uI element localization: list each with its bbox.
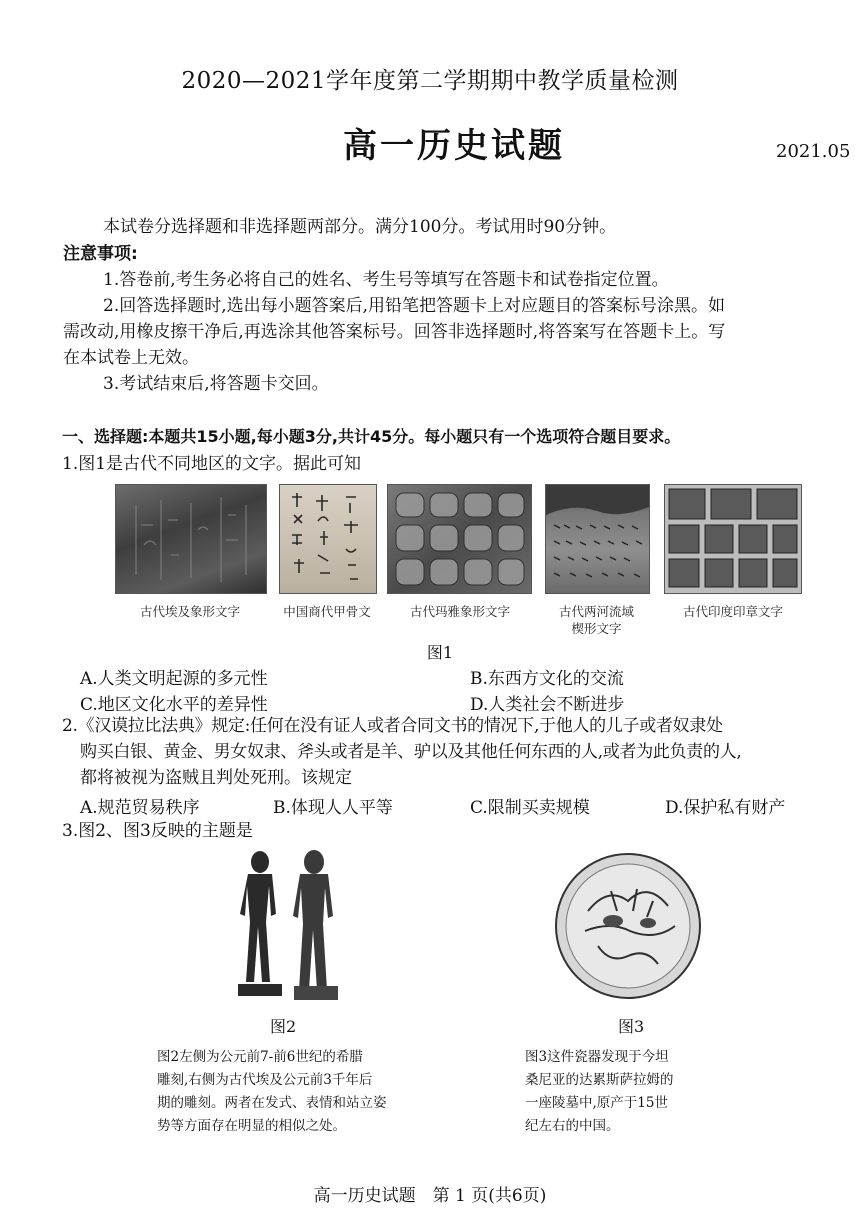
caption-mesopotamia: 古代两河流域 [558,604,634,619]
egypt-hieroglyph-photo [115,484,267,594]
caption-maya: 古代玛雅象形文字 [409,604,510,619]
oracle-bone-photo [279,484,377,594]
statues-figure [228,848,348,1006]
notice-item-1: 1.答卷前,考生务必将自己的姓名、考生号等填写在答题卡和试卷指定位置。 [103,270,669,290]
figure-3-note-line-4: 纪左右的中国。 [525,1118,620,1134]
q2-stem-line-1: 2.《汉谟拉比法典》规定:任何在没有证人或者合同文书的情况下,于他人的儿子或者奴隶处 [62,716,723,736]
q2-option-a: A.规范贸易秩序 [80,798,200,818]
notice-item-3: 3.考试结束后,将答题卡交回。 [103,374,329,394]
indus-seal-photo [664,484,802,594]
q2-stem-line-3: 都将被视为盗贼且判处死刑。该规定 [80,768,352,788]
porcelain-bowl-figure [553,851,703,1001]
figure-2-note-line-4: 势等方面存在明显的相似之处。 [157,1118,346,1134]
figure-3-note-line-3: 一座陵墓中,原产于15世 [525,1095,668,1111]
caption-oracle-bone: 中国商代甲骨文 [283,604,371,619]
subject-title: 高一历史试题 [343,126,565,166]
q1-option-a: A.人类文明起源的多元性 [80,669,268,689]
page-footer: 高一历史试题 第 1 页(共6页) [313,1186,547,1206]
q1-option-b: B.东西方文化的交流 [470,669,624,689]
cuneiform-photo [545,484,650,594]
figure-2-note-line-2: 雕刻,右侧为古代埃及公元前3千年后 [157,1072,373,1088]
figure-2-label: 图2 [270,1017,297,1036]
cuneiform-texture [546,485,649,593]
statues-photo [228,848,348,1006]
exam-date: 2021.05 [776,141,851,162]
indus-seal-texture [665,485,801,593]
oracle-bone-texture [280,485,376,593]
porcelain-bowl-photo [553,851,703,1001]
notice-item-2-end: 在本试卷上无效。 [63,348,199,368]
q2-option-d: D.保护私有财产 [665,798,786,818]
figure-2-note-line-3: 期的雕刻。两者在发式、表情和站立姿 [157,1095,387,1111]
figure-3-note-line-1: 图3这件瓷器发现于今坦 [525,1049,669,1065]
q1-stem: 1.图1是古代不同地区的文字。据此可知 [62,454,362,474]
egypt-hieroglyph-texture [116,485,266,593]
q2-option-b: B.体现人人平等 [273,798,393,818]
q1-option-c: C.地区文化水平的差异性 [80,695,268,715]
caption-cuneiform: 楔形文字 [571,621,622,636]
q2-stem-line-2: 购买白银、黄金、男女奴隶、斧头或者是羊、驴以及其他任何东西的人,或者为此负责的人, [80,742,742,762]
notice-item-2: 2.回答选择题时,选出每小题答案后,用铅笔把答题卡上对应题目的答案标号涂黑。如 [103,296,726,316]
figure-1-label: 图1 [426,643,454,662]
exam-title: 2020—2021学年度第二学期期中教学质量检测 [181,68,679,94]
figure-2-note-line-1: 图2左侧为公元前7-前6世纪的希腊 [157,1049,363,1065]
caption-egypt: 古代埃及象形文字 [139,604,240,619]
section-heading: 一、选择题:本题共15小题,每小题3分,共计45分。每小题只有一个选项符合题目要求。 [62,427,681,446]
q3-stem: 3.图2、图3反映的主题是 [62,821,253,841]
caption-indus: 古代印度印章文字 [682,604,783,619]
maya-glyph-texture [388,485,531,593]
notice-item-2-cont: 需改动,用橡皮擦干净后,再选涂其他答案标号。回答非选择题时,将答案写在答题卡上。写 [63,322,726,342]
maya-glyph-photo [387,484,532,594]
figure-3-label: 图3 [618,1017,645,1036]
q2-option-c: C.限制买卖规模 [470,798,590,818]
exam-summary: 本试卷分选择题和非选择题两部分。满分100分。考试用时90分钟。 [103,217,617,237]
figure-3-note-line-2: 桑尼亚的达累斯萨拉姆的 [525,1072,674,1088]
notice-heading: 注意事项: [63,244,138,264]
q1-option-d: D.人类社会不断进步 [470,695,625,715]
